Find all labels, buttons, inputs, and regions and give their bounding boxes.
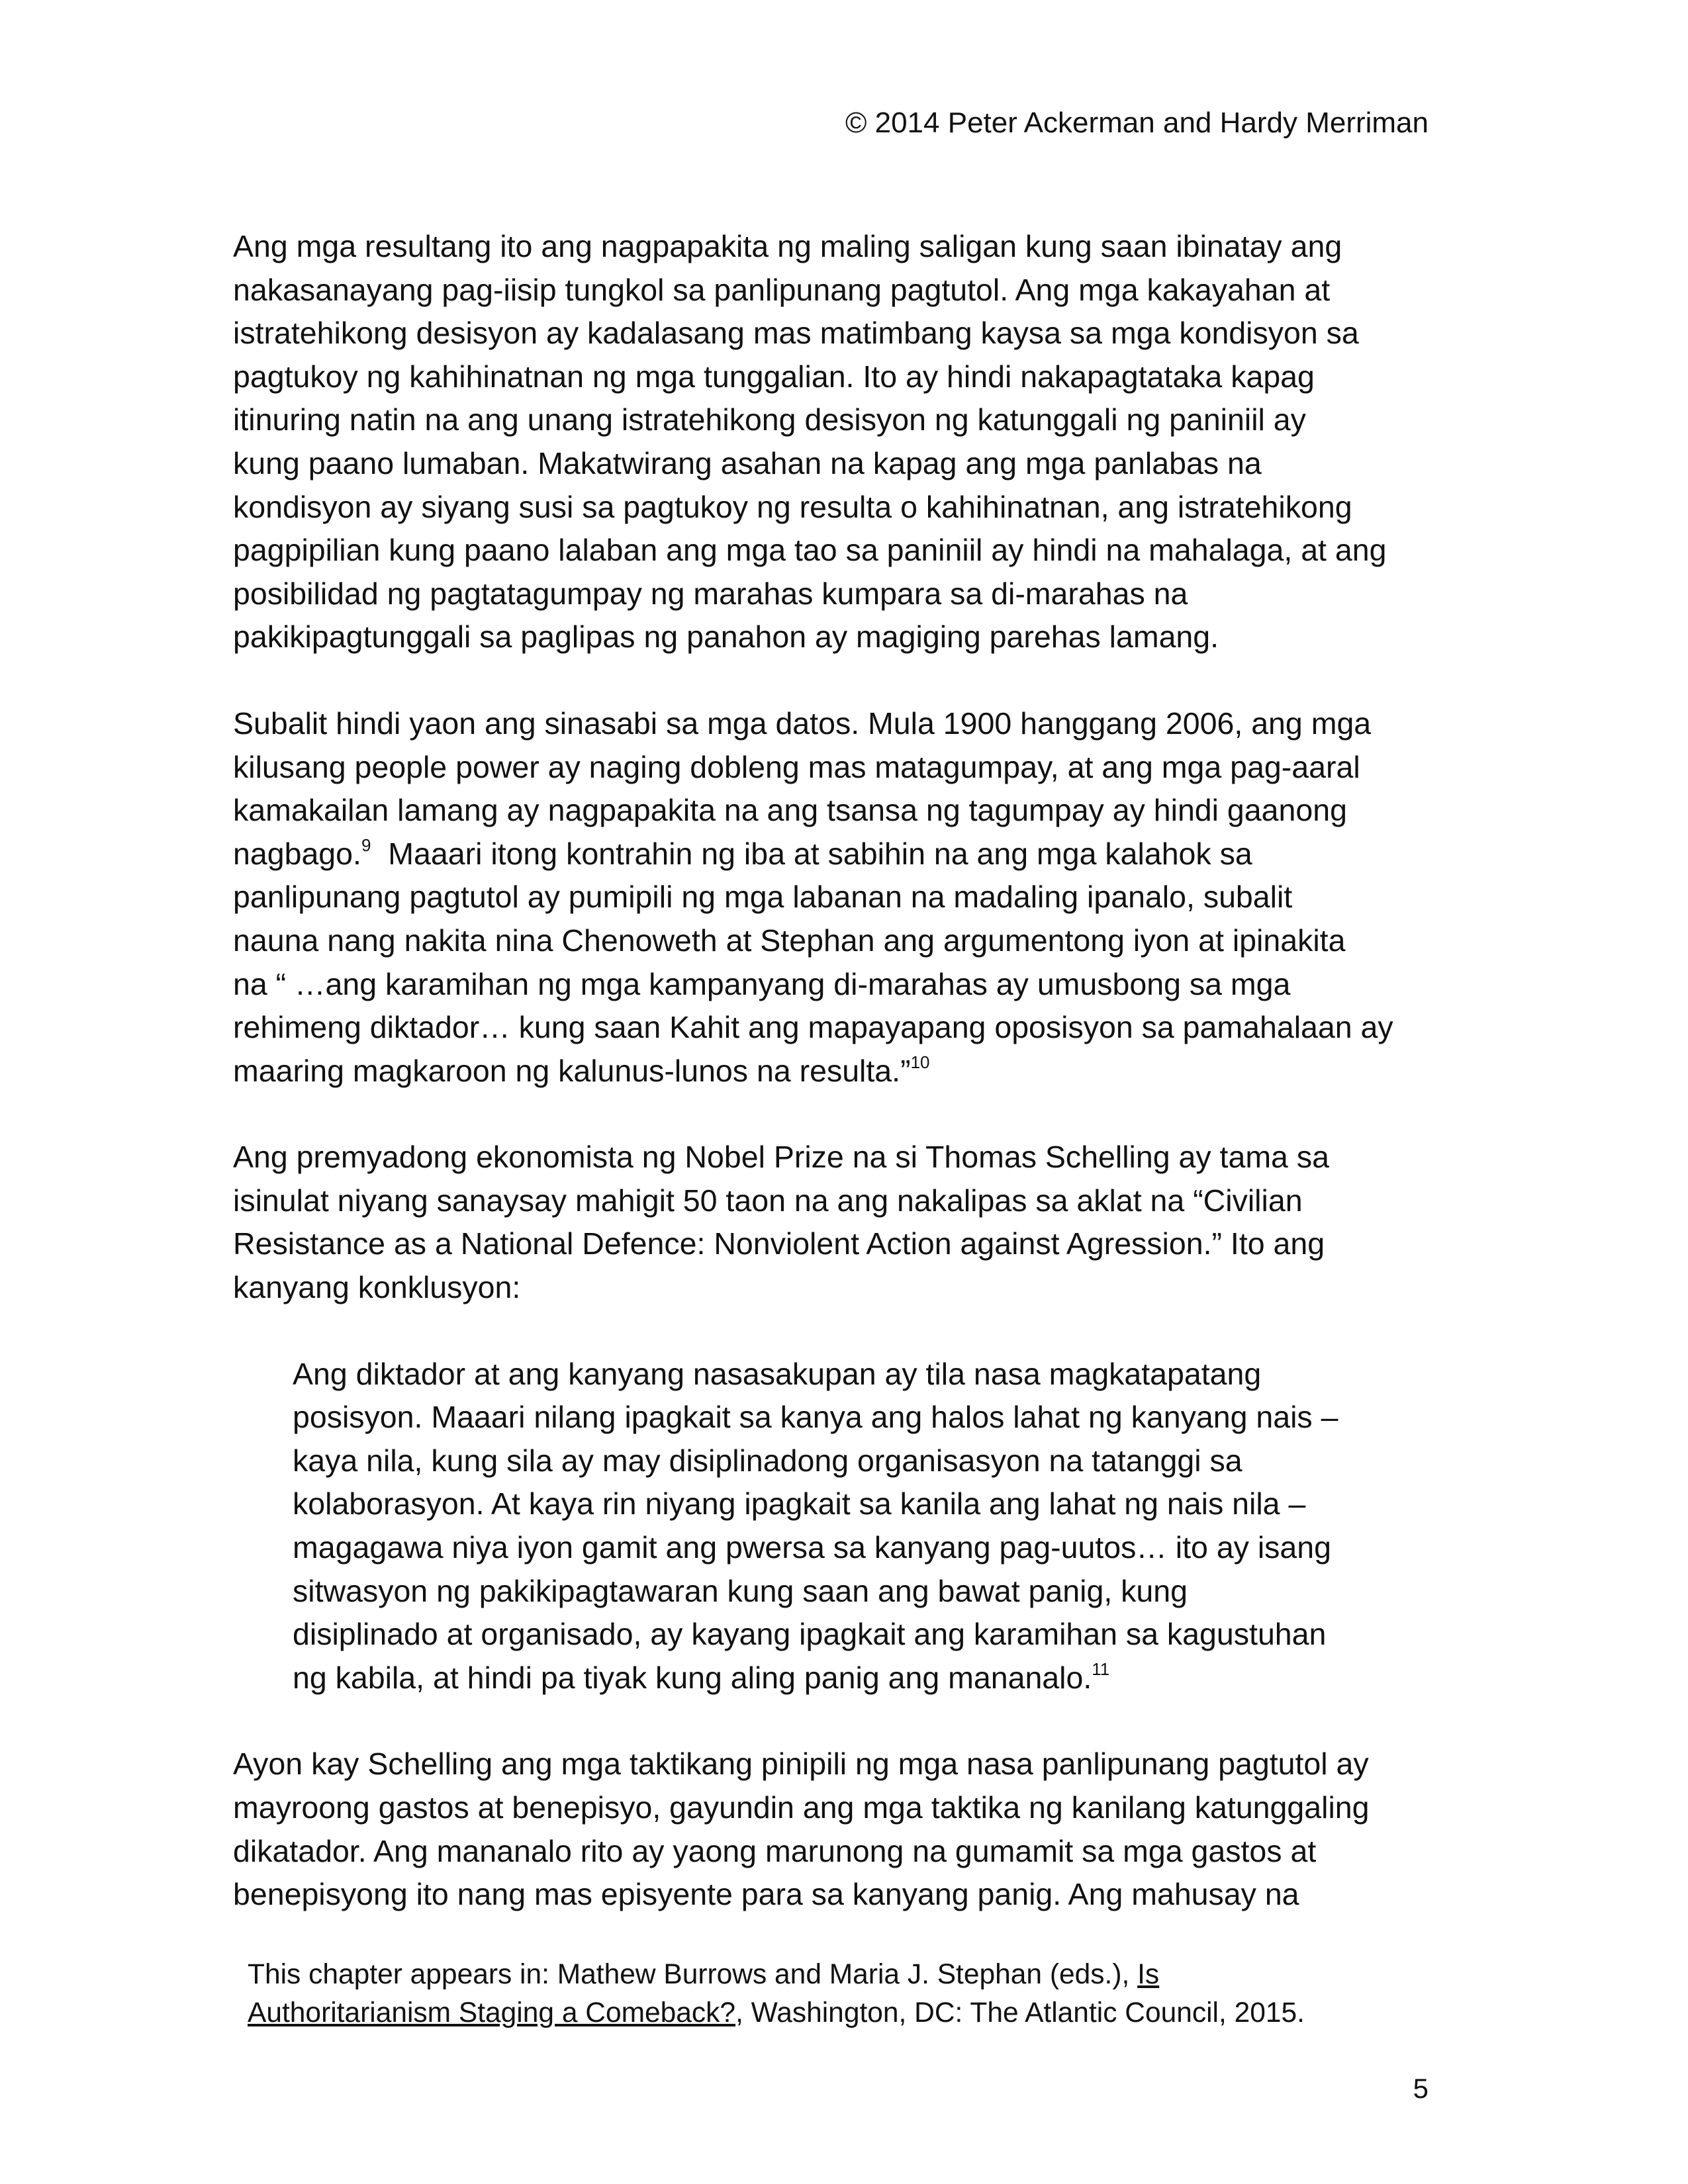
text-line: kilusang people power ay naging dobleng mas matagumpay, at ang mga pag-aaral [233, 749, 1360, 784]
footnote-ref-10[interactable]: 10 [910, 1052, 930, 1072]
text-line [293, 1657, 1378, 1700]
text-line: pagpipilian kung paano lalaban ang mga tao sa paniniil ay hindi na mahalaga, at ang [233, 533, 1387, 568]
text-line: nakasanayang pag-iisip tungkol sa panlipunang pagtutol. Ang mga kakayahan at [233, 272, 1331, 307]
text-line [233, 1050, 1444, 1093]
text-line: Ayon kay Schelling ang mga taktikang pinipili ng mga nasa panlipunang pagtutol ay [233, 1747, 1369, 1782]
text-line: itinuring natin na ang unang istratehikong desisyon ng katunggali ng paniniil ay [233, 402, 1306, 437]
citation-prefix: This chapter appears in: Mathew Burrows and Maria J. Stephan (eds.), [248, 1959, 1138, 1990]
paragraph-3 [233, 1136, 1444, 1309]
citation-footer [248, 1956, 1439, 2032]
text-line [233, 833, 1444, 876]
text-line: isinulat niyang sanaysay mahigit 50 taon na ang nakalipas sa aklat na “Civilian [233, 1183, 1303, 1218]
text-line: kolaborasyon. At kaya rin niyang ipagkait sa kanila ang lahat ng nais nila – [293, 1486, 1306, 1522]
text-fragment: ng kabila, at hindi pa tiyak kung aling panig ang mananalo. [293, 1660, 1092, 1695]
text-fragment: Maaari itong kontrahin ng iba at sabihin na ang mga kalahok sa [388, 836, 1252, 871]
body-text [233, 225, 1444, 1917]
text-fragment: nagbago. [233, 836, 361, 871]
text-line: benepisyong ito nang mas episyente para sa kanyang panig. Ang mahusay na [233, 1877, 1299, 1912]
text-line: Resistance as a National Defence: Nonviolent Action against Agression.” Ito ang [233, 1226, 1325, 1261]
text-line: posibilidad ng pagtatagumpay ng marahas kumpara sa di-marahas na [233, 576, 1188, 611]
text-line: kung paano lumaban. Makatwirang asahan na kapag ang mga panlabas na [233, 445, 1262, 480]
text-line: Subalit hindi yaon ang sinasabi sa mga datos. Mula 1900 hanggang 2006, ang mga [233, 705, 1372, 741]
text-line: nauna nang nakita nina Chenoweth at Stephan ang argumentong iyon at ipinakita [233, 923, 1346, 958]
text-line: na “ …ang karamihan ng mga kampanyang di-marahas ay umusbong sa mga [233, 966, 1291, 1001]
text-line: kanyang konklusyon: [233, 1270, 521, 1305]
text-line: sitwasyon ng pakikipagtawaran kung saan ang bawat panig, kung [293, 1573, 1188, 1608]
text-line: pakikipagtunggali sa paglipas ng panahon ay magiging parehas lamang. [233, 619, 1219, 655]
footnote-ref-11[interactable]: 11 [1092, 1659, 1110, 1679]
copyright-header: © 2014 Peter Ackerman and Hardy Merriman [845, 107, 1429, 139]
text-line: panlipunang pagtutol ay pumipili ng mga labanan na madaling ipanalo, subalit [233, 880, 1293, 915]
text-line: kondisyon ay siyang susi sa pagtukoy ng resulta o kahihinatnan, ang istratehikong [233, 489, 1352, 524]
text-line: istratehikong desisyon ay kadalasang mas matimbang kaysa sa mga kondisyon sa [233, 316, 1359, 351]
text-line: posisyon. Maaari nilang ipagkait sa kanya ang halos lahat ng kanyang nais – [293, 1400, 1338, 1435]
text-line: kaya nila, kung sila ay may disiplinadong organisasyon na tatanggi sa [293, 1443, 1243, 1478]
text-line: mayroong gastos at benepisyo, gayundin ang mga taktika ng kanilang katunggaling [233, 1790, 1370, 1825]
text-line: kamakailan lamang ay nagpapakita na ang tsansa ng tagumpay ay hindi gaanong [233, 793, 1347, 828]
footnote-ref-9[interactable]: 9 [361, 835, 371, 855]
text-line: disiplinado at organisado, ay kayang ipagkait ang karamihan sa kagustuhan [293, 1617, 1327, 1652]
paragraph-5 [233, 1743, 1444, 1916]
text-line: magagawa niya iyon gamit ang pwersa sa kanyang pag-uutos… ito ay isang [293, 1530, 1332, 1565]
paragraph-1 [233, 225, 1444, 659]
book-title-link[interactable]: Authoritarianism Staging a Comeback? [248, 1997, 736, 2028]
citation-suffix: , Washington, DC: The Atlantic Council, 2015. [735, 1997, 1305, 2028]
text-line: rehimeng diktador… kung saan Kahit ang mapayapang oposisyon sa pamahalaan ay [233, 1010, 1393, 1045]
book-title-link[interactable]: Is [1137, 1959, 1160, 1990]
text-line: Ang premyadong ekonomista ng Nobel Prize na si Thomas Schelling ay tama sa [233, 1140, 1329, 1175]
text-line: Ang mga resultang ito ang nagpapakita ng maling saligan kung saan ibinatay ang [233, 229, 1342, 263]
block-quote [293, 1353, 1378, 1700]
text-line: pagtukoy ng kahihinatnan ng mga tunggalian. Ito ay hindi nakapagtataka kapag [233, 359, 1315, 394]
text-line: dikatador. Ang mananalo rito ay yaong marunong na gumamit sa mga gastos at [233, 1833, 1317, 1868]
text-fragment: maaring magkaroon ng kalunus-lunos na resulta.” [233, 1053, 911, 1088]
page-number: 5 [1413, 2073, 1429, 2104]
paragraph-2 [233, 702, 1444, 1093]
text-line: Ang diktador at ang kanyang nasasakupan ay tila nasa magkatapatang [293, 1356, 1262, 1391]
